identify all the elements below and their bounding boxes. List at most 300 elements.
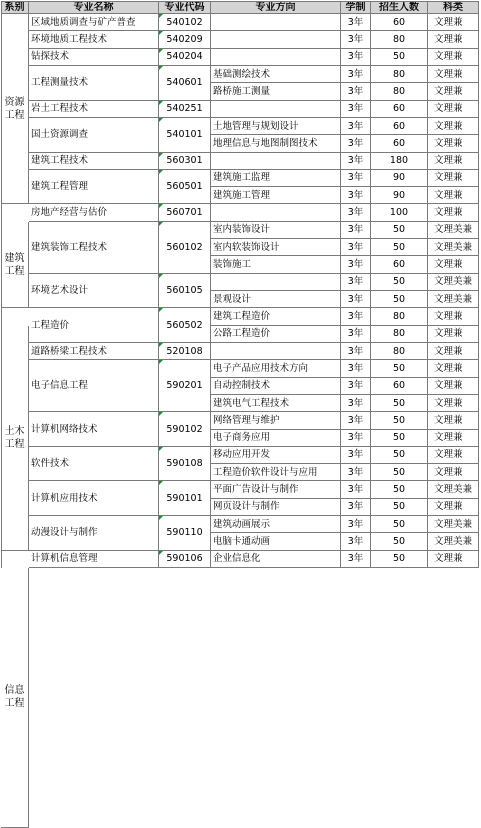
direction-cell-text: 工程造价软件设计与应用 xyxy=(213,466,318,478)
count-cell xyxy=(371,14,428,31)
major-name-cell-text: 工程造价 xyxy=(31,319,70,331)
count-cell-text: 80 xyxy=(392,68,406,80)
major-name-cell xyxy=(29,360,159,412)
category-cell-text: 文理美兼 xyxy=(434,536,473,548)
direction-cell-text: 网页设计与制作 xyxy=(213,501,280,513)
direction-cell xyxy=(211,66,341,83)
direction-cell-text: 路桥施工测量 xyxy=(213,85,271,97)
count-cell-text: 80 xyxy=(392,310,406,322)
major-name-cell-text: 环境地质工程技术 xyxy=(31,33,108,45)
direction-cell xyxy=(211,274,341,291)
years-cell xyxy=(341,464,371,481)
direction-header xyxy=(211,1,341,14)
major-name-cell xyxy=(29,551,159,568)
category-cell-text: 文理兼 xyxy=(434,172,463,184)
category-cell-text: 文理兼 xyxy=(434,310,463,322)
major-name-cell xyxy=(29,222,159,274)
count-cell xyxy=(371,360,428,377)
count-cell xyxy=(371,31,428,48)
direction-cell xyxy=(211,481,341,498)
years-cell-text: 3年 xyxy=(347,328,364,340)
category-cell xyxy=(428,101,479,118)
category-cell xyxy=(428,49,479,66)
category-cell-text: 文理兼 xyxy=(434,51,463,63)
years-cell xyxy=(341,49,371,66)
cell-marker-icon xyxy=(159,31,163,35)
count-cell xyxy=(371,256,428,273)
count-cell-text: 50 xyxy=(392,276,406,288)
major-name-cell-text: 钻探技术 xyxy=(31,51,70,63)
count-cell xyxy=(371,308,428,325)
major-code-cell xyxy=(159,118,211,153)
category-cell-text: 文理兼 xyxy=(434,345,463,357)
major-name-cell-text: 建筑工程管理 xyxy=(31,181,89,193)
category-cell xyxy=(428,31,479,48)
years-cell-text: 3年 xyxy=(347,536,364,548)
years-cell xyxy=(341,135,371,152)
category-cell-text: 文理美兼 xyxy=(434,518,473,530)
category-cell xyxy=(428,83,479,100)
years-cell xyxy=(341,291,371,308)
direction-cell xyxy=(211,239,341,256)
category-cell-text: 文理兼 xyxy=(434,259,463,271)
major-code-cell-text: 590108 xyxy=(166,458,203,470)
years-header-text: 学制 xyxy=(345,1,366,13)
major-name-cell-text: 工程测量技术 xyxy=(31,77,89,89)
major-code-cell xyxy=(159,308,211,343)
department-cell xyxy=(1,568,29,828)
major-code-cell-text: 590110 xyxy=(166,527,203,539)
direction-cell xyxy=(211,464,341,481)
years-cell-text: 3年 xyxy=(347,120,364,132)
major-name-cell-text: 建筑装饰工程技术 xyxy=(31,241,108,253)
years-cell-text: 3年 xyxy=(347,259,364,271)
count-cell-text: 80 xyxy=(392,345,406,357)
count-cell xyxy=(371,83,428,100)
direction-cell-text: 自动控制技术 xyxy=(213,380,271,392)
category-cell xyxy=(428,378,479,395)
major-name-cell xyxy=(29,153,159,170)
years-cell-text: 3年 xyxy=(347,518,364,530)
years-cell-text: 3年 xyxy=(347,137,364,149)
years-cell xyxy=(341,66,371,83)
cell-marker-icon xyxy=(159,481,163,485)
years-cell xyxy=(341,118,371,135)
years-cell xyxy=(341,412,371,429)
major-name-cell-text: 国土资源调查 xyxy=(31,129,89,141)
years-cell xyxy=(341,430,371,447)
category-cell-text: 文理兼 xyxy=(434,207,463,219)
count-cell xyxy=(371,135,428,152)
direction-cell xyxy=(211,430,341,447)
cell-marker-icon xyxy=(159,516,163,520)
major-code-cell-text: 540209 xyxy=(166,33,203,45)
category-cell-text: 文理兼 xyxy=(434,85,463,97)
category-cell xyxy=(428,135,479,152)
department-cell xyxy=(1,222,29,309)
category-cell-text: 文理美兼 xyxy=(434,293,473,305)
department-cell-text: 建筑 工程 xyxy=(4,252,25,277)
count-cell xyxy=(371,187,428,204)
count-cell xyxy=(371,378,428,395)
years-cell-text: 3年 xyxy=(347,207,364,219)
count-cell-text: 180 xyxy=(389,155,409,167)
count-cell xyxy=(371,533,428,550)
direction-cell xyxy=(211,256,341,273)
years-cell-text: 3年 xyxy=(347,16,364,28)
major-code-cell-text: 540101 xyxy=(166,129,203,141)
count-cell xyxy=(371,464,428,481)
major-code-cell xyxy=(159,481,211,516)
major-code-cell xyxy=(159,551,211,568)
major-name-cell xyxy=(29,170,159,205)
years-cell-text: 3年 xyxy=(347,432,364,444)
count-cell xyxy=(371,430,428,447)
years-cell xyxy=(341,83,371,100)
major-code-cell xyxy=(159,101,211,118)
category-cell xyxy=(428,118,479,135)
years-cell-text: 3年 xyxy=(347,414,364,426)
years-cell xyxy=(341,395,371,412)
count-cell xyxy=(371,481,428,498)
major-name-cell-text: 建筑工程技术 xyxy=(31,155,89,167)
major-name-cell-text: 计算机应用技术 xyxy=(31,492,98,504)
direction-cell xyxy=(211,326,341,343)
years-cell xyxy=(341,31,371,48)
major-name-cell-text: 环境艺术设计 xyxy=(31,285,89,296)
direction-cell-text: 电子产品应用技术方向 xyxy=(213,362,309,374)
years-cell xyxy=(341,551,371,568)
years-cell-text: 3年 xyxy=(347,276,364,288)
direction-cell xyxy=(211,101,341,118)
direction-cell-text: 土地管理与规划设计 xyxy=(213,120,299,132)
years-cell-text: 3年 xyxy=(347,345,364,357)
cell-marker-icon xyxy=(159,343,163,347)
count-cell-text: 80 xyxy=(392,33,406,45)
count-cell xyxy=(371,551,428,568)
years-cell-text: 3年 xyxy=(347,224,364,236)
years-cell xyxy=(341,170,371,187)
direction-header-text: 专业方向 xyxy=(255,1,296,13)
major-code-cell xyxy=(159,66,211,101)
direction-cell xyxy=(211,49,341,66)
years-cell xyxy=(341,204,371,221)
count-cell-text: 50 xyxy=(392,397,406,409)
count-cell xyxy=(371,49,428,66)
category-cell xyxy=(428,516,479,533)
major-code-cell-text: 590106 xyxy=(166,553,203,565)
department-cell xyxy=(1,14,29,204)
count-cell xyxy=(371,343,428,360)
cell-marker-icon xyxy=(159,551,163,555)
count-cell-text: 60 xyxy=(392,120,406,132)
major-name-cell xyxy=(29,412,159,447)
category-header-text: 科类 xyxy=(443,1,463,13)
major-name-cell xyxy=(29,31,159,48)
direction-cell-text: 企业信息化 xyxy=(213,553,261,565)
major-code-cell-text: 540102 xyxy=(166,16,203,28)
years-cell-text: 3年 xyxy=(347,362,364,374)
category-cell xyxy=(428,481,479,498)
major-code-cell xyxy=(159,274,211,309)
years-cell xyxy=(341,187,371,204)
category-cell xyxy=(428,430,479,447)
cell-marker-icon xyxy=(159,170,163,174)
department-cell-text: 土木 工程 xyxy=(4,425,25,450)
count-header-text: 招生人数 xyxy=(379,1,419,13)
years-cell xyxy=(341,153,371,170)
years-cell xyxy=(341,360,371,377)
category-cell xyxy=(428,343,479,360)
cell-marker-icon xyxy=(159,308,163,312)
direction-cell xyxy=(211,222,341,239)
cell-marker-icon xyxy=(159,118,163,122)
major-name-cell xyxy=(29,447,159,482)
direction-cell xyxy=(211,204,341,221)
category-cell-text: 文理兼 xyxy=(434,380,463,392)
years-cell-text: 3年 xyxy=(347,51,364,63)
code-header-text: 专业代码 xyxy=(164,1,205,13)
major-code-cell-text: 560701 xyxy=(166,207,203,219)
years-cell-text: 3年 xyxy=(347,310,364,322)
direction-cell xyxy=(211,551,341,568)
years-cell-text: 3年 xyxy=(347,501,364,513)
category-cell-text: 文理兼 xyxy=(434,120,463,132)
category-cell-text: 文理兼 xyxy=(434,155,463,167)
category-cell xyxy=(428,447,479,464)
major-name-cell-text: 电子信息工程 xyxy=(31,380,89,392)
department-cell-text: 资源 工程 xyxy=(4,96,25,121)
major-name-cell-text: 动漫设计与制作 xyxy=(31,527,98,539)
count-cell-text: 50 xyxy=(392,414,406,426)
category-cell-text: 文理兼 xyxy=(434,397,463,409)
major-code-cell xyxy=(159,222,211,274)
direction-cell xyxy=(211,412,341,429)
cell-marker-icon xyxy=(159,49,163,53)
direction-cell xyxy=(211,135,341,152)
years-cell xyxy=(341,14,371,31)
count-cell-text: 50 xyxy=(392,449,406,461)
direction-cell xyxy=(211,395,341,412)
enrollment-table xyxy=(1,1,479,710)
count-cell xyxy=(371,204,428,221)
years-cell-text: 3年 xyxy=(347,241,364,253)
department-cell-text: 信息 工程 xyxy=(4,685,25,710)
category-cell-text: 文理兼 xyxy=(434,362,463,374)
category-cell-text: 文理兼 xyxy=(434,103,463,115)
count-cell-text: 60 xyxy=(392,103,406,115)
code-header xyxy=(159,1,211,14)
major-name-cell xyxy=(29,14,159,31)
major-code-cell-text: 540251 xyxy=(166,103,203,115)
direction-cell xyxy=(211,83,341,100)
major-name-cell-text: 软件技术 xyxy=(31,458,70,470)
direction-cell-text: 公路工程造价 xyxy=(213,328,271,340)
years-header xyxy=(341,1,371,14)
category-cell xyxy=(428,153,479,170)
category-cell-text: 文理兼 xyxy=(434,553,463,565)
category-cell xyxy=(428,533,479,550)
category-cell-text: 文理美兼 xyxy=(434,224,473,236)
category-cell xyxy=(428,66,479,83)
major-name-cell xyxy=(29,49,159,66)
count-cell-text: 50 xyxy=(392,224,406,236)
years-cell xyxy=(341,533,371,550)
years-cell xyxy=(341,274,371,291)
category-cell-text: 文理兼 xyxy=(434,33,463,45)
years-cell-text: 3年 xyxy=(347,380,364,392)
count-cell-text: 50 xyxy=(392,362,406,374)
major-code-cell xyxy=(159,14,211,31)
category-cell-text: 文理美兼 xyxy=(434,241,473,253)
direction-cell xyxy=(211,516,341,533)
direction-cell xyxy=(211,378,341,395)
direction-cell xyxy=(211,118,341,135)
category-cell-text: 文理兼 xyxy=(434,466,463,478)
years-cell-text: 3年 xyxy=(347,68,364,80)
count-cell xyxy=(371,274,428,291)
category-cell xyxy=(428,170,479,187)
direction-cell-text: 基础测绘技术 xyxy=(213,68,271,80)
direction-cell-text: 建筑工程造价 xyxy=(213,310,271,322)
cell-marker-icon xyxy=(159,14,163,18)
years-cell-text: 3年 xyxy=(347,103,364,115)
direction-cell xyxy=(211,291,341,308)
count-cell xyxy=(371,153,428,170)
category-cell xyxy=(428,187,479,204)
years-cell-text: 3年 xyxy=(347,397,364,409)
years-cell-text: 3年 xyxy=(347,172,364,184)
category-cell xyxy=(428,360,479,377)
category-header xyxy=(428,1,479,14)
category-cell xyxy=(428,204,479,221)
cell-marker-icon xyxy=(159,447,163,451)
years-cell xyxy=(341,516,371,533)
category-cell-text: 文理兼 xyxy=(434,189,463,201)
direction-cell xyxy=(211,187,341,204)
major-code-cell-text: 590102 xyxy=(166,423,203,435)
major-code-cell xyxy=(159,204,211,221)
cell-marker-icon xyxy=(159,360,163,364)
years-cell-text: 3年 xyxy=(347,189,364,201)
major-name-cell xyxy=(29,101,159,118)
major-name-cell xyxy=(29,343,159,360)
count-cell xyxy=(371,66,428,83)
direction-cell xyxy=(211,360,341,377)
major-name-cell xyxy=(29,66,159,101)
direction-cell xyxy=(211,499,341,516)
major-code-cell-text: 540204 xyxy=(166,51,203,63)
direction-cell xyxy=(211,447,341,464)
count-cell-text: 50 xyxy=(392,432,406,444)
major-code-cell xyxy=(159,516,211,551)
count-cell xyxy=(371,447,428,464)
direction-cell-text: 地理信息与地图制图技术 xyxy=(213,137,318,149)
count-cell-text: 60 xyxy=(392,259,406,271)
direction-cell xyxy=(211,14,341,31)
major-header-text: 专业名称 xyxy=(73,1,114,13)
count-cell-text: 50 xyxy=(392,51,406,63)
cell-marker-icon xyxy=(159,153,163,157)
major-code-cell-text: 590201 xyxy=(166,380,203,392)
years-cell xyxy=(341,239,371,256)
count-cell-text: 80 xyxy=(392,85,406,97)
category-cell-text: 文理兼 xyxy=(434,328,463,340)
major-code-cell xyxy=(159,31,211,48)
direction-cell-text: 装饰施工 xyxy=(213,259,252,271)
count-cell-text: 60 xyxy=(392,380,406,392)
count-cell xyxy=(371,222,428,239)
direction-cell xyxy=(211,153,341,170)
major-name-cell xyxy=(29,204,159,221)
count-cell-text: 80 xyxy=(392,328,406,340)
count-cell xyxy=(371,170,428,187)
category-cell xyxy=(428,274,479,291)
count-header xyxy=(371,1,428,14)
direction-cell xyxy=(211,31,341,48)
major-code-cell xyxy=(159,360,211,412)
count-cell xyxy=(371,239,428,256)
years-cell xyxy=(341,343,371,360)
cell-marker-icon xyxy=(159,204,163,208)
years-cell-text: 3年 xyxy=(347,484,364,496)
category-cell-text: 文理兼 xyxy=(434,501,463,513)
major-code-cell-text: 560301 xyxy=(166,155,203,167)
count-cell-text: 50 xyxy=(392,484,406,496)
major-name-cell xyxy=(29,308,159,343)
category-cell xyxy=(428,308,479,325)
cell-marker-icon xyxy=(159,101,163,105)
years-cell-text: 3年 xyxy=(347,466,364,478)
count-cell xyxy=(371,412,428,429)
cell-marker-icon xyxy=(159,412,163,416)
major-name-cell-text: 岩土工程技术 xyxy=(31,103,89,115)
count-cell xyxy=(371,101,428,118)
years-cell xyxy=(341,308,371,325)
major-code-cell-text: 560501 xyxy=(166,181,203,193)
count-cell-text: 50 xyxy=(392,293,406,305)
major-name-cell xyxy=(29,274,159,309)
count-cell-text: 100 xyxy=(389,207,409,219)
years-cell xyxy=(341,499,371,516)
major-code-cell-text: 560502 xyxy=(166,319,203,331)
department-cell xyxy=(1,326,29,551)
category-cell xyxy=(428,291,479,308)
count-cell-text: 60 xyxy=(392,16,406,28)
major-name-cell xyxy=(29,481,159,516)
category-cell-text: 文理兼 xyxy=(434,414,463,426)
count-cell-text: 50 xyxy=(392,553,406,565)
count-cell-text: 50 xyxy=(392,536,406,548)
major-code-cell xyxy=(159,170,211,205)
years-cell xyxy=(341,481,371,498)
category-cell xyxy=(428,256,479,273)
years-cell xyxy=(341,378,371,395)
category-cell xyxy=(428,395,479,412)
major-header xyxy=(29,1,159,14)
major-code-cell xyxy=(159,343,211,360)
count-cell-text: 50 xyxy=(392,466,406,478)
direction-cell-text: 平面广告设计与制作 xyxy=(213,484,299,496)
direction-cell-text: 建筑施工监理 xyxy=(213,172,271,184)
direction-cell-text: 建筑施工管理 xyxy=(213,189,271,201)
direction-cell-text: 建筑动画展示 xyxy=(213,518,271,530)
count-cell xyxy=(371,291,428,308)
direction-cell-text: 建筑电气工程技术 xyxy=(213,397,290,409)
major-code-cell-text: 540601 xyxy=(166,77,203,89)
years-cell-text: 3年 xyxy=(347,155,364,167)
count-cell-text: 50 xyxy=(392,241,406,253)
